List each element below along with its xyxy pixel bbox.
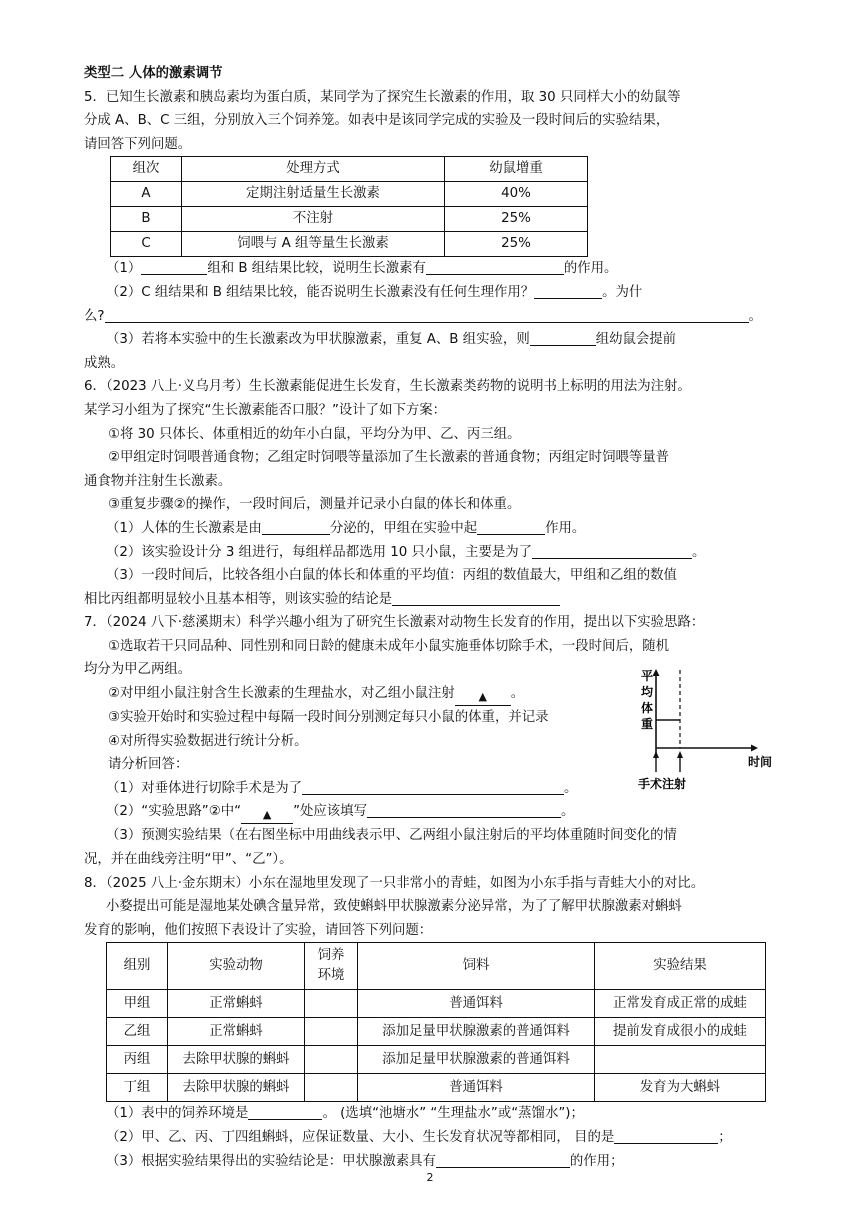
table-cell: 40% — [445, 182, 588, 207]
table-row — [111, 207, 588, 232]
table-cell: 普通饵料 — [358, 1074, 595, 1102]
arrow-up-icon — [677, 751, 683, 758]
table-cell: 不注射 — [182, 207, 445, 232]
section-title: 类型二 人体的激素调节 — [84, 66, 223, 81]
q7-stem-line1: 7．（2024 八下·慈溪期末）科学兴趣小组为了研究生长激素对动物生长发育的作用，提出以下实验思路： — [84, 615, 705, 631]
q8-sub1 — [84, 1102, 778, 1126]
q7-step4: ④对所得实验数据进行统计分析。 — [108, 733, 308, 749]
q6-sub2 — [84, 541, 778, 565]
table-cell: 乙组 — [107, 1018, 168, 1046]
answer-blank[interactable] — [532, 541, 692, 559]
q5-sub2-text: 。 — [748, 308, 762, 324]
answer-blank[interactable] — [248, 1102, 322, 1120]
table-row — [107, 1018, 766, 1046]
q6-stem-line1: 6．（2023 八上·义乌月考）生长激素能促进生长发育，生长激素类药物的说明书上标明的用法为注射。 — [84, 379, 691, 395]
table-row — [107, 1074, 766, 1102]
table-cell: 发育为大蝌蚪 — [595, 1074, 766, 1102]
q8-stem-line3: 发育的影响，他们按照下表设计了实验，请回答下列问题： — [84, 922, 433, 938]
table-row — [107, 1046, 766, 1074]
table-cell: A — [111, 182, 182, 207]
table-cell: 去除甲状腺的蝌蚪 — [168, 1074, 305, 1102]
table-cell: 普通饵料 — [358, 990, 595, 1018]
blank-marker-triangle: ▲ — [262, 808, 272, 822]
table-header-cell: 组别 — [107, 943, 168, 990]
answer-blank[interactable] — [477, 517, 545, 535]
q5-sub1-text: （1） — [106, 261, 142, 277]
table-cell: 25% — [445, 232, 588, 257]
table-cell — [305, 990, 358, 1018]
q7-sub2-text: （2）“实验思路”②中“ — [106, 804, 242, 820]
q7-step2-text: ②对甲组小鼠注射含生长激素的生理盐水，对乙组小鼠注射 — [108, 686, 455, 702]
q5-sub1-text: 组和 B 组结果比较，说明生长激素有 — [207, 261, 426, 277]
q8-stem-line1: 8．（2025 八上·金东期末）小东在湿地里发现了一只非常小的青蛙，如图为小东手指与青蛙大小的对比。 — [84, 875, 705, 891]
table-cell: 丁组 — [107, 1074, 168, 1102]
q8-sub2 — [84, 1126, 778, 1150]
q8-sub3-text: （3）根据实验结果得出的实验结论是：甲状腺激素具有 — [106, 1153, 436, 1169]
q5-stem-line2: 分成 A、B、C 三组，分别放入三个饲养笼。如表中是该同学完成的实验及一段时间后的实验结果， — [84, 113, 670, 129]
q8-sub1-text: 。 (选填“池塘水” “生理盐水”或“蒸馏水”)； — [322, 1106, 584, 1122]
q7-sub2-text: ”处应该填写 — [293, 804, 367, 820]
table-cell: 添加足量甲状腺激素的普通饵料 — [358, 1046, 595, 1074]
answer-blank[interactable] — [262, 517, 330, 535]
x-axis-arrow-icon — [751, 745, 758, 752]
table-header-cell: 实验动物 — [168, 943, 305, 990]
q6-sub2-text: （2）该实验设计分 3 组进行，每组样品都选用 10 只小鼠，主要是为了 — [106, 544, 533, 560]
table-header-cell: 组次 — [111, 157, 182, 182]
answer-blank[interactable] — [426, 257, 564, 275]
q6-sub1-text: 作用。 — [545, 520, 586, 536]
table-row — [111, 232, 588, 257]
table-cell: 25% — [445, 207, 588, 232]
table-cell — [305, 1018, 358, 1046]
answer-blank[interactable] — [241, 806, 293, 824]
q7-step1-cont: 均分为甲乙两组。 — [84, 662, 192, 678]
table-cell — [595, 1046, 766, 1074]
answer-blank[interactable] — [302, 777, 564, 795]
chart-y-label-char: 平 — [641, 669, 654, 683]
q5-stem-line3: 请回答下列问题。 — [84, 136, 192, 152]
table-cell: C — [111, 232, 182, 257]
worksheet-page — [84, 62, 778, 1173]
answer-blank[interactable] — [530, 328, 596, 346]
q5-stem-line1: 5．已知生长激素和胰岛素均为蛋白质，某同学为了探究生长激素的作用，取 30 只同样大小的幼鼠等 — [84, 89, 681, 105]
q6-sub2-text: 。 — [692, 544, 706, 560]
q7-sub3: （3）预测实验结果（在右图坐标中用曲线表示甲、乙两组小鼠注射后的平均体重随时间变化的情 — [106, 828, 677, 844]
answer-blank[interactable] — [105, 305, 749, 323]
q6-sub3: （3）一段时间后，比较各组小白鼠的体长和体重的平均值：丙组的数值最大，甲组和乙组的数值 — [106, 568, 677, 584]
q6-sub3-text: 相比丙组都明显较小且基本相等，则该实验的结论是 — [84, 591, 392, 607]
arrow-up-icon — [653, 751, 659, 758]
q5-sub2-cont — [84, 305, 778, 329]
q6-stem-line2: 某学习小组为了探究“生长激素能否口服？”设计了如下方案： — [84, 402, 447, 418]
table-cell: 添加足量甲状腺激素的普通饵料 — [358, 1018, 595, 1046]
answer-blank[interactable] — [436, 1150, 570, 1168]
chart-bottom-label: 手术注射 — [638, 777, 687, 791]
q5-sub2-text: 么? — [84, 308, 105, 324]
answer-blank[interactable] — [534, 281, 602, 299]
q7-step3: ③实验开始时和实验过程中每隔一段时间分别测定每只小鼠的体重，并记录 — [108, 710, 549, 726]
table-cell: 正常蝌蚪 — [168, 1018, 305, 1046]
chart-y-label-char: 重 — [641, 717, 654, 731]
q6-sub1-text: （1）人体的生长激素是由 — [106, 520, 262, 536]
q5-sub2-text: 。为什 — [602, 284, 643, 300]
q6-step2: ②甲组定时饲喂普通食物；乙组定时饲喂等量添加了生长激素的普通食物；丙组定时饲喂等量普 — [108, 450, 670, 466]
question-5 — [84, 86, 778, 376]
table-cell: 正常蝌蚪 — [168, 990, 305, 1018]
table-row — [111, 182, 588, 207]
table-header-cell: 处理方式 — [182, 157, 445, 182]
q6-step3: ③重复步骤②的操作，一段时间后，测量并记录小白鼠的体长和体重。 — [108, 497, 521, 513]
answer-blank[interactable] — [455, 688, 511, 706]
q7-sub2 — [84, 800, 778, 824]
table-cell: 甲组 — [107, 990, 168, 1018]
q8-sub1-text: （1）表中的饲养环境是 — [106, 1106, 249, 1122]
q7-ask: 请分析回答： — [108, 757, 189, 773]
chart-y-label-char: 均 — [641, 685, 654, 699]
answer-blank[interactable] — [614, 1126, 718, 1144]
table-header-cell: 饲养 环境 — [305, 943, 358, 990]
q7-sub2-text: 。 — [560, 804, 575, 820]
q7-sub3-cont: 况，并在曲线旁注明“甲”、“乙”）。 — [84, 852, 293, 868]
table-row — [107, 990, 766, 1018]
q5-sub3 — [84, 328, 778, 352]
q6-sub1-text: 分泌的，甲组在实验中起 — [329, 520, 478, 536]
table-cell: B — [111, 207, 182, 232]
q8-table — [106, 942, 766, 1102]
q7-weight-time-axes — [634, 666, 774, 792]
page-number: 2 — [426, 1171, 434, 1184]
table-cell: 饲喂与 A 组等量生长激素 — [182, 232, 445, 257]
answer-blank[interactable] — [367, 800, 561, 818]
q8-stem-line2: 小婺提出可能是湿地某处碘含量异常，致使蝌蚪甲状腺激素分泌异常，为了了解甲状腺激素对蝌蚪 — [106, 899, 682, 915]
q8-sub3-text: 的作用； — [569, 1153, 624, 1169]
q6-step2-cont: 通食物并注射生长激素。 — [84, 473, 232, 489]
question-6 — [84, 375, 778, 611]
q6-step1: ①将 30 只体长、体重相近的幼年小白鼠，平均分为甲、乙、丙三组。 — [108, 426, 521, 442]
table-cell: 丙组 — [107, 1046, 168, 1074]
table-cell — [305, 1046, 358, 1074]
y-axis-arrow-icon — [653, 669, 660, 676]
q7-step1: ①选取若干只同品种、同性别和同日龄的健康未成年小鼠实施垂体切除手术，一段时间后，随机 — [108, 638, 670, 654]
q5-table — [110, 156, 588, 257]
table-cell: 正常发育成正常的成蛙 — [595, 990, 766, 1018]
blank-marker-triangle: ▲ — [478, 690, 488, 704]
table-cell — [305, 1074, 358, 1102]
chart-y-label-char: 体 — [641, 701, 654, 715]
q8-sub2-text: （2）甲、乙、丙、丁四组蝌蚪，应保证数量、大小、生长发育状况等都相同， 目的是 — [106, 1130, 615, 1145]
table-cell: 定期注射适量生长激素 — [182, 182, 445, 207]
q5-sub2-text: （2）C 组结果和 B 组结果比较，能否说明生长激素没有任何生理作用？ — [106, 284, 535, 300]
q7-sub1-text: 。 — [564, 780, 578, 796]
table-header-cell: 饲料 — [358, 943, 595, 990]
table-cell: 去除甲状腺的蝌蚪 — [168, 1046, 305, 1074]
q6-sub3-cont — [84, 588, 778, 612]
answer-blank[interactable] — [141, 257, 207, 275]
table-header-row — [111, 157, 588, 182]
answer-blank[interactable] — [392, 588, 560, 606]
table-cell: 提前发育成很小的成蛙 — [595, 1018, 766, 1046]
q5-sub3-text: （3）若将本实验中的生长激素改为甲状腺激素，重复 A、B 组实验，则 — [106, 332, 530, 348]
q5-sub3-cont: 成熟。 — [84, 355, 125, 371]
q5-sub1-text: 的作用。 — [563, 261, 618, 277]
q7-step2-text: 。 — [510, 686, 525, 702]
q7-sub1-text: （1）对垂体进行切除手术是为了 — [106, 780, 302, 796]
table-header-cell: 幼鼠增重 — [445, 157, 588, 182]
q5-sub2 — [84, 281, 778, 305]
q5-sub3-text: 组幼鼠会提前 — [595, 332, 677, 348]
q5-sub1 — [84, 257, 778, 281]
table-header-row — [107, 943, 766, 990]
question-8 — [84, 872, 778, 1174]
q6-sub1 — [84, 517, 778, 541]
table-header-cell: 实验结果 — [595, 943, 766, 990]
q8-sub2-text: ； — [718, 1130, 732, 1145]
chart-x-label: 时间 — [747, 755, 773, 769]
